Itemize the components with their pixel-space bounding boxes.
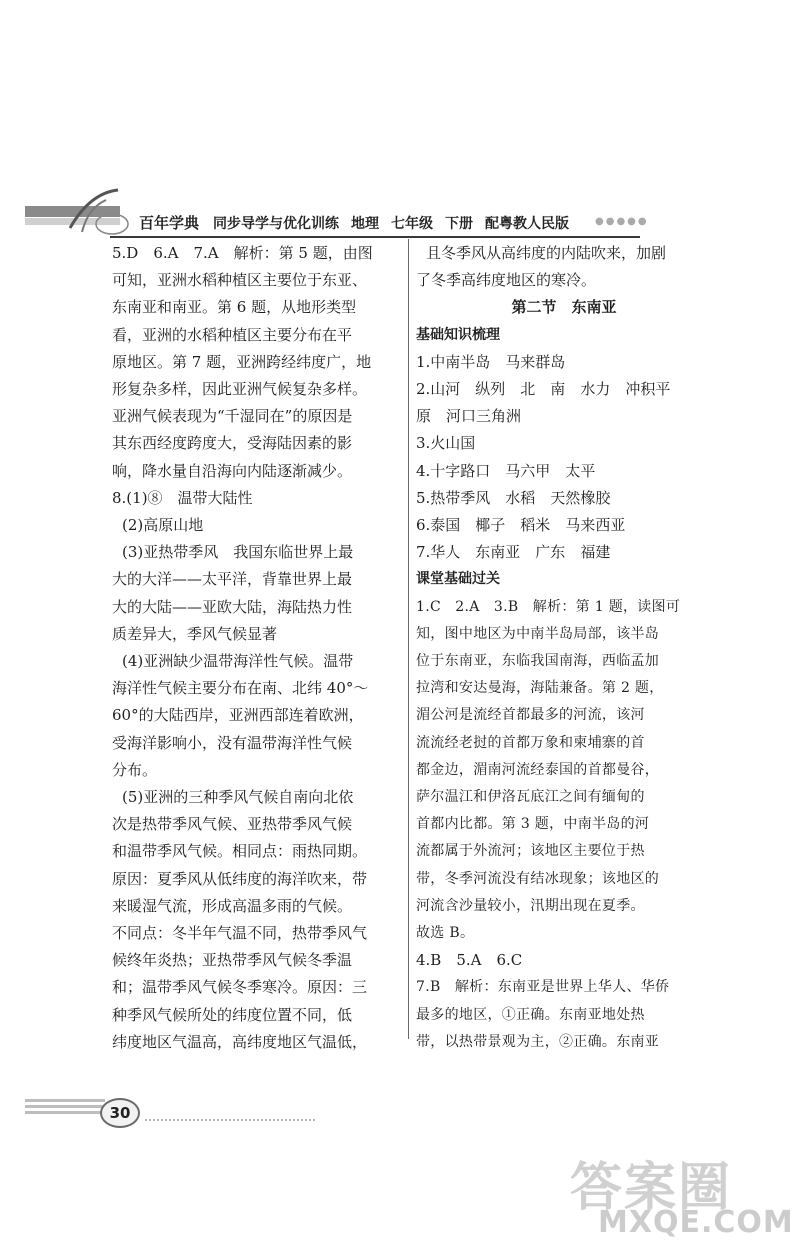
watermark [540,1145,794,1255]
answer-line: 6.泰国 椰子 稻米 马来西亚 [416,516,626,535]
text-line: 海洋性气候主要分布在南、北纬 40°～ [112,679,369,698]
text-line: (3)亚热带季风 我国东临世界上最 [122,543,354,562]
header-grade: 七年级 [391,216,434,232]
text-line: 大的大洋——太平洋，背靠世界上最 [112,570,353,589]
header-series: 同步导学与优化训练 [213,216,340,232]
column-divider [408,239,409,1039]
text-line: 其东西经度跨度大，受海陆因素的影 [112,434,353,453]
right-column [416,240,712,1056]
answer-line: 1.中南半岛 马来群岛 [416,352,566,371]
answer-line: 知，图中地区为中南半岛局部，该半岛 [416,625,660,642]
header-rule [110,236,640,238]
text-line: 可知，亚洲水稻种植区主要位于东亚、 [112,271,368,290]
header-dots: ●●●●● [595,216,649,227]
text-line: 和；温带季风气候冬季寒冷。原因：三 [112,978,368,997]
text-line: 60°的大陆西岸，亚洲西部连着欧洲， [112,706,364,725]
text-line: 纬度地区气温高，高纬度地区气温低， [112,1032,368,1051]
answer-line: 流流经老挝的首都万象和柬埔寨的首 [416,734,645,751]
text-line: 亚洲气候表现为“千湿同在”的原因是 [112,407,353,426]
text-line: 原因：夏季风从低纬度的海洋吹来，带 [112,869,368,888]
answer-line: 带，以热带景观为主，②正确。东南亚 [416,1033,660,1050]
text-line: 响，降水量自沿海向内陆逐渐减少。 [112,461,353,480]
answer-line: 萨尔温江和伊洛瓦底江之间有缅甸的 [416,789,645,806]
answer-line: 都金边，湄南河流经泰国的首都曼谷， [416,761,660,778]
text-line: 分布。 [112,760,158,779]
text-line: 质差异大，季风气候显著 [112,624,278,643]
answer-line: 最多的地区，①正确。东南亚地处热 [416,1006,645,1023]
answer-line: 带，冬季河流没有结冰现象；该地区的 [416,870,660,887]
left-column [112,240,408,1056]
header-edition: 配粤教人民版 [485,216,570,232]
text-line: 和温带季风气候。相同点：雨热同期。 [112,842,368,861]
text-line: 受海洋影响小，没有温带海洋性气候 [112,733,353,752]
answer-line: 3.火山国 [416,434,476,453]
answer-line: 2.山河 纵列 北 南 水力 冲积平 [416,380,671,399]
text-line: 不同点：冬半年气温不同，热带季风气 [112,924,368,943]
answer-line: 流都属于外流河；该地区主要位于热 [416,843,645,860]
answer-line: 7.华人 东南亚 广东 福建 [416,543,611,562]
pen-logo-icon [60,188,140,238]
answer-line: 首都内比都。第 3 题，中南半岛的河 [416,816,650,833]
answer-line: 7.B 解析：东南亚是世界上华人、华侨 [416,979,670,996]
answer-line: 湄公河是流经首都最多的河流，该河 [416,707,645,724]
answer-line: 1.C 2.A 3.B 解析：第 1 题，读图可 [416,598,681,615]
answer-line: 河流含沙量较小，汛期出现在夏季。 [416,897,645,914]
subheading-basics: 基础知识梳理 [416,326,500,343]
text-line: 5.D 6.A 7.A 解析：第 5 题，由图 [112,244,373,262]
header-brand: 百年学典 [139,214,200,232]
text-line: 看，亚洲的水稻种植区主要分布在平 [112,325,353,344]
section-title: 第二节 东南亚 [511,298,617,317]
answer-line: 原 河口三角洲 [416,407,522,426]
answer-line: 4.B 5.A 6.C [416,951,523,970]
answer-line: 4.十字路口 马六甲 太平 [416,461,596,480]
page-number: 30 [100,1098,140,1128]
text-line: 且冬季风从高纬度的内陆吹来，加剧 [426,244,667,262]
answer-line: 位于东南亚，东临我国南海，西临孟加 [416,653,660,670]
text-line: 了冬季高纬度地区的寒冷。 [416,271,597,290]
text-line: 种季风气候所处的纬度位置不同，低 [112,1005,353,1024]
text-line: 东南亚和南亚。第 6 题，从地形类型 [112,298,357,317]
footer-decor-lines [25,1099,105,1119]
header-subject: 地理 [351,216,380,232]
text-line: 形复杂多样，因此亚洲气候复杂多样。 [112,380,368,399]
text-line: 原地区。第 7 题，亚洲跨经纬度广，地 [112,352,372,371]
running-header [139,212,581,234]
text-line: 候终年炎热；亚热带季风气候冬季温 [112,951,353,970]
text-line: (5)亚洲的三种季风气候自南向北依 [122,788,354,807]
text-line: 8.(1)⑧ 温带大陆性 [112,488,253,507]
header-volume: 下册 [445,216,474,232]
subheading-classroom: 课堂基础过关 [416,571,500,588]
answer-line: 拉湾和安达曼海，海陆兼备。第 2 题， [416,680,664,697]
footer-dotted-rule [145,1119,315,1121]
text-line: (2)高原山地 [122,516,204,535]
watermark-logo-text: 答案圈 [570,1158,733,1218]
text-line: (4)亚洲缺少温带海洋性气候。温带 [122,652,354,671]
text-line: 次是热带季风气候、亚热带季风气候 [112,815,353,834]
text-line: 大的大陆——亚欧大陆，海陆热力性 [112,597,353,616]
answer-line: 5.热带季风 水稻 天然橡胶 [416,488,611,507]
watermark-url: MXQE.COM [598,1205,794,1240]
text-line: 来暖湿气流，形成高温多雨的气候。 [112,896,353,915]
answer-line: 故选 B。 [416,925,475,942]
